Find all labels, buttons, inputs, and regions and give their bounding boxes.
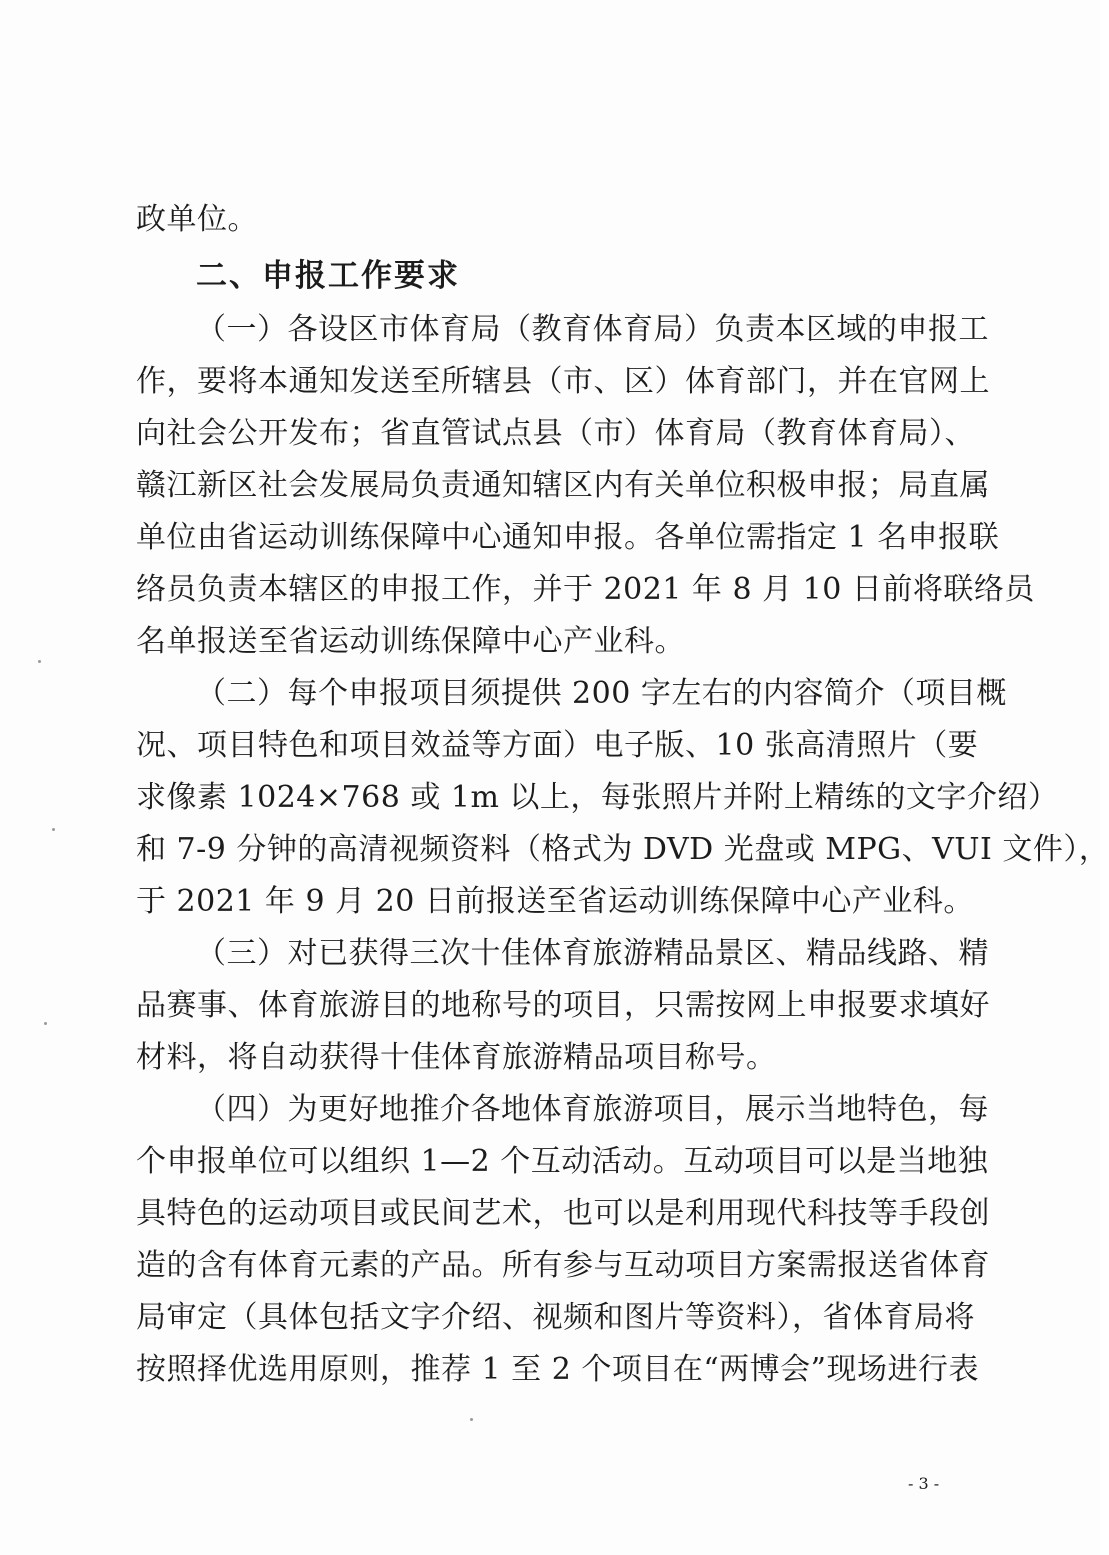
text-line: 造的含有体育元素的产品。所有参与互动项目方案需报送省体育 — [136, 1248, 990, 1283]
text-line: 个申报单位可以组织 1—2 个互动活动。互动项目可以是当地独 — [136, 1144, 989, 1179]
text-line: （二）每个申报项目须提供 200 字左右的内容简介（项目概 — [196, 676, 1007, 711]
text-line: （三）对已获得三次十佳体育旅游精品景区、精品线路、精 — [196, 936, 989, 971]
section-heading: 二、申报工作要求 — [196, 258, 460, 294]
text-line: 品赛事、体育旅游目的地称号的项目，只需按网上申报要求填好 — [136, 988, 990, 1023]
text-line: 局审定（具体包括文字介绍、视频和图片等资料），省体育局将 — [136, 1300, 975, 1335]
text-line: 求像素 1024×768 或 1m 以上，每张照片并附上精练的文字介绍） — [136, 780, 1059, 815]
scan-speck — [52, 828, 55, 831]
text-line: 于 2021 年 9 月 20 日前报送至省运动训练保障中心产业科。 — [136, 884, 974, 919]
text-line: 和 7-9 分钟的高清视频资料（格式为 DVD 光盘或 MPG、VUI 文件）， — [136, 832, 1109, 867]
text-line: 况、项目特色和项目效益等方面）电子版、10 张高清照片（要 — [136, 728, 979, 763]
text-line: 络员负责本辖区的申报工作，并于 2021 年 8 月 10 日前将联络员 — [136, 572, 1035, 607]
text-line: 按照择优选用原则，推荐 1 至 2 个项目在“两博会”现场进行表 — [136, 1352, 979, 1387]
text-line: 材料，将自动获得十佳体育旅游精品项目称号。 — [136, 1040, 777, 1075]
scan-speck — [44, 1022, 47, 1025]
text-line: 政单位。 — [136, 202, 258, 237]
text-line: 单位由省运动训练保障中心通知申报。各单位需指定 1 名申报联 — [136, 520, 1000, 555]
text-line: 具特色的运动项目或民间艺术，也可以是利用现代科技等手段创 — [136, 1196, 990, 1231]
text-line: （一）各设区市体育局（教育体育局）负责本区域的申报工 — [196, 312, 989, 347]
text-line: 赣江新区社会发展局负责通知辖区内有关单位积极申报；局直属 — [136, 468, 990, 503]
text-line: 作，要将本通知发送至所辖县（市、区）体育部门，并在官网上 — [136, 364, 990, 399]
text-line: 向社会公开发布；省直管试点县（市）体育局（教育体育局）、 — [136, 416, 975, 451]
page-number: - 3 - — [908, 1474, 940, 1493]
text-line: 名单报送至省运动训练保障中心产业科。 — [136, 624, 685, 659]
scan-speck — [38, 660, 41, 663]
text-line: （四）为更好地推介各地体育旅游项目，展示当地特色，每 — [196, 1092, 989, 1127]
scan-speck — [470, 1418, 473, 1421]
